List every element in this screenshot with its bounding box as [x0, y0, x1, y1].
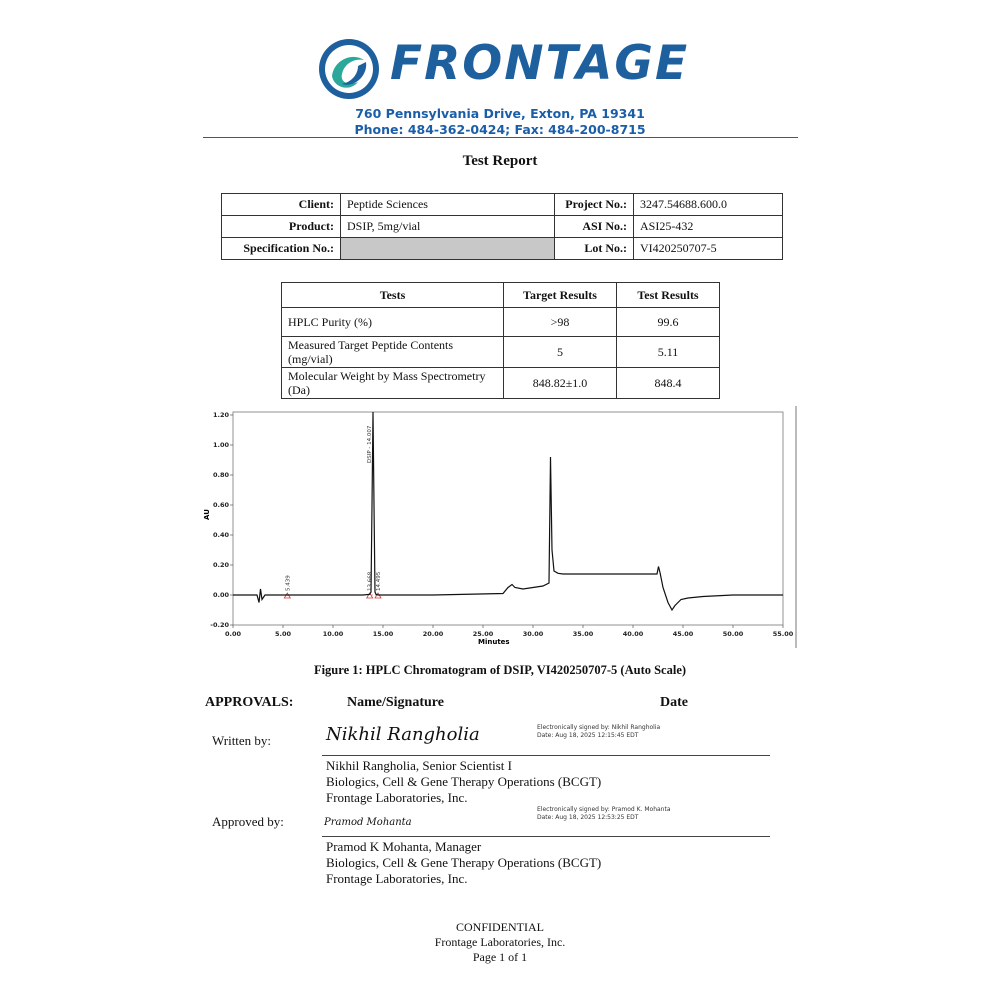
- x-tick-label: 5.00: [274, 630, 292, 638]
- test-result: 848.4: [617, 368, 720, 399]
- approved-company: Frontage Laboratories, Inc.: [326, 871, 468, 886]
- chromatogram-series-line: [233, 412, 783, 610]
- test-result: 5.11: [617, 337, 720, 368]
- company-address: 760 Pennsylvania Drive, Exton, PA 19341: [355, 106, 645, 121]
- approved-signature: Pramod Mohanta: [324, 817, 412, 828]
- written-company: Frontage Laboratories, Inc.: [326, 790, 468, 805]
- confidential-label: CONFIDENTIAL: [456, 920, 544, 934]
- hplc-chromatogram: [200, 404, 800, 650]
- esign-line: Electronically signed by: Pramod K. Mohanta: [537, 806, 671, 813]
- col-header-tests: Tests: [282, 283, 504, 308]
- x-tick-label: 15.00: [372, 630, 394, 638]
- peak-label: 14.495: [376, 571, 382, 591]
- project-label: Project No.:: [555, 194, 634, 216]
- y-tick-label: 0.20: [212, 561, 229, 569]
- peak-label: DSIP - 14.007: [367, 425, 373, 463]
- product-label: Product:: [222, 216, 341, 238]
- signature-rule: [322, 755, 770, 756]
- y-tick-label: 0.80: [212, 471, 229, 479]
- lot-value: VI420250707-5: [634, 238, 783, 260]
- approved-dept: Biologics, Cell & Gene Therapy Operations (BCGT): [326, 855, 602, 870]
- company-phone-fax: Phone: 484-362-0424; Fax: 484-200-8715: [354, 122, 646, 137]
- plot-area-frame: [233, 412, 783, 625]
- spec-value: [341, 238, 555, 260]
- signature-rule: [322, 836, 770, 837]
- header-divider: [203, 137, 798, 138]
- x-tick-label: 10.00: [322, 630, 344, 638]
- written-by-label: Written by:: [212, 733, 272, 748]
- peak-label: 5.439: [285, 575, 292, 591]
- info-table: [221, 193, 783, 260]
- table-row: [282, 337, 720, 368]
- test-name: Measured Target Peptide Contents (mg/vial): [282, 337, 504, 368]
- client-label: Client:: [222, 194, 341, 216]
- y-tick-label: -0.20: [210, 621, 229, 629]
- written-esign-stamp: [537, 724, 660, 740]
- x-tick-label: 20.00: [422, 630, 444, 638]
- y-axis-label: AU: [203, 509, 211, 520]
- test-result: 99.6: [617, 308, 720, 337]
- col-header-result: Test Results: [617, 283, 720, 308]
- footer-company: Frontage Laboratories, Inc.: [434, 935, 566, 949]
- x-tick-label: 45.00: [672, 630, 694, 638]
- results-table: [281, 282, 720, 399]
- table-row: [282, 308, 720, 337]
- asi-value: ASI25-432: [634, 216, 783, 238]
- approved-name-title: Pramod K Mohanta, Manager: [326, 839, 482, 854]
- page-number: Page 1 of 1: [472, 950, 528, 964]
- target-result: 5: [504, 337, 617, 368]
- y-tick-label: 0.60: [212, 501, 229, 509]
- target-result: 848.82±1.0: [504, 368, 617, 399]
- x-axis-label: Minutes: [478, 638, 510, 646]
- y-tick-label: 0.00: [212, 591, 229, 599]
- y-tick-label: 1.00: [212, 441, 229, 449]
- x-tick-label: 0.00: [224, 630, 242, 638]
- x-tick-label: 40.00: [622, 630, 644, 638]
- x-tick-label: 25.00: [472, 630, 494, 638]
- peak-label: 13.668: [367, 571, 374, 591]
- written-signature: Nikhil Rangholia: [326, 724, 480, 745]
- lot-label: Lot No.:: [555, 238, 634, 260]
- esign-date: Date: Aug 18, 2025 12:53:25 EDT: [537, 814, 639, 821]
- col-header-target: Target Results: [504, 283, 617, 308]
- x-tick-label: 30.00: [522, 630, 544, 638]
- frontage-logo-icon: [318, 38, 380, 100]
- table-row: [282, 368, 720, 399]
- y-tick-label: 1.20: [212, 411, 229, 419]
- product-value: DSIP, 5mg/vial: [341, 216, 555, 238]
- client-value: Peptide Sciences: [341, 194, 555, 216]
- company-logo-text: FRONTAGE: [390, 36, 690, 91]
- y-tick-label: 0.40: [212, 531, 229, 539]
- test-name: HPLC Purity (%): [282, 308, 504, 337]
- esign-date: Date: Aug 18, 2025 12:15:45 EDT: [537, 732, 639, 739]
- esign-line: Electronically signed by: Nikhil Rangholia: [537, 724, 661, 731]
- spec-label: Specification No.:: [222, 238, 341, 260]
- date-header: Date: [660, 695, 688, 710]
- figure-caption: Figure 1: HPLC Chromatogram of DSIP, VI420250707-5 (Auto Scale): [313, 663, 687, 677]
- x-tick-label: 35.00: [572, 630, 594, 638]
- target-result: >98: [504, 308, 617, 337]
- approvals-label: APPROVALS:: [205, 695, 294, 710]
- approved-by-label: Approved by:: [212, 814, 284, 829]
- x-tick-label: 50.00: [722, 630, 744, 638]
- written-dept: Biologics, Cell & Gene Therapy Operations (BCGT): [326, 774, 602, 789]
- project-value: 3247.54688.600.0: [634, 194, 783, 216]
- name-signature-header: Name/Signature: [347, 695, 444, 710]
- approved-esign-stamp: [537, 806, 671, 822]
- asi-label: ASI No.:: [555, 216, 634, 238]
- x-tick-label: 55.00: [772, 630, 794, 638]
- report-title: Test Report: [462, 153, 538, 169]
- test-name: Molecular Weight by Mass Spectrometry (Da): [282, 368, 504, 399]
- written-name-title: Nikhil Rangholia, Senior Scientist I: [326, 758, 512, 773]
